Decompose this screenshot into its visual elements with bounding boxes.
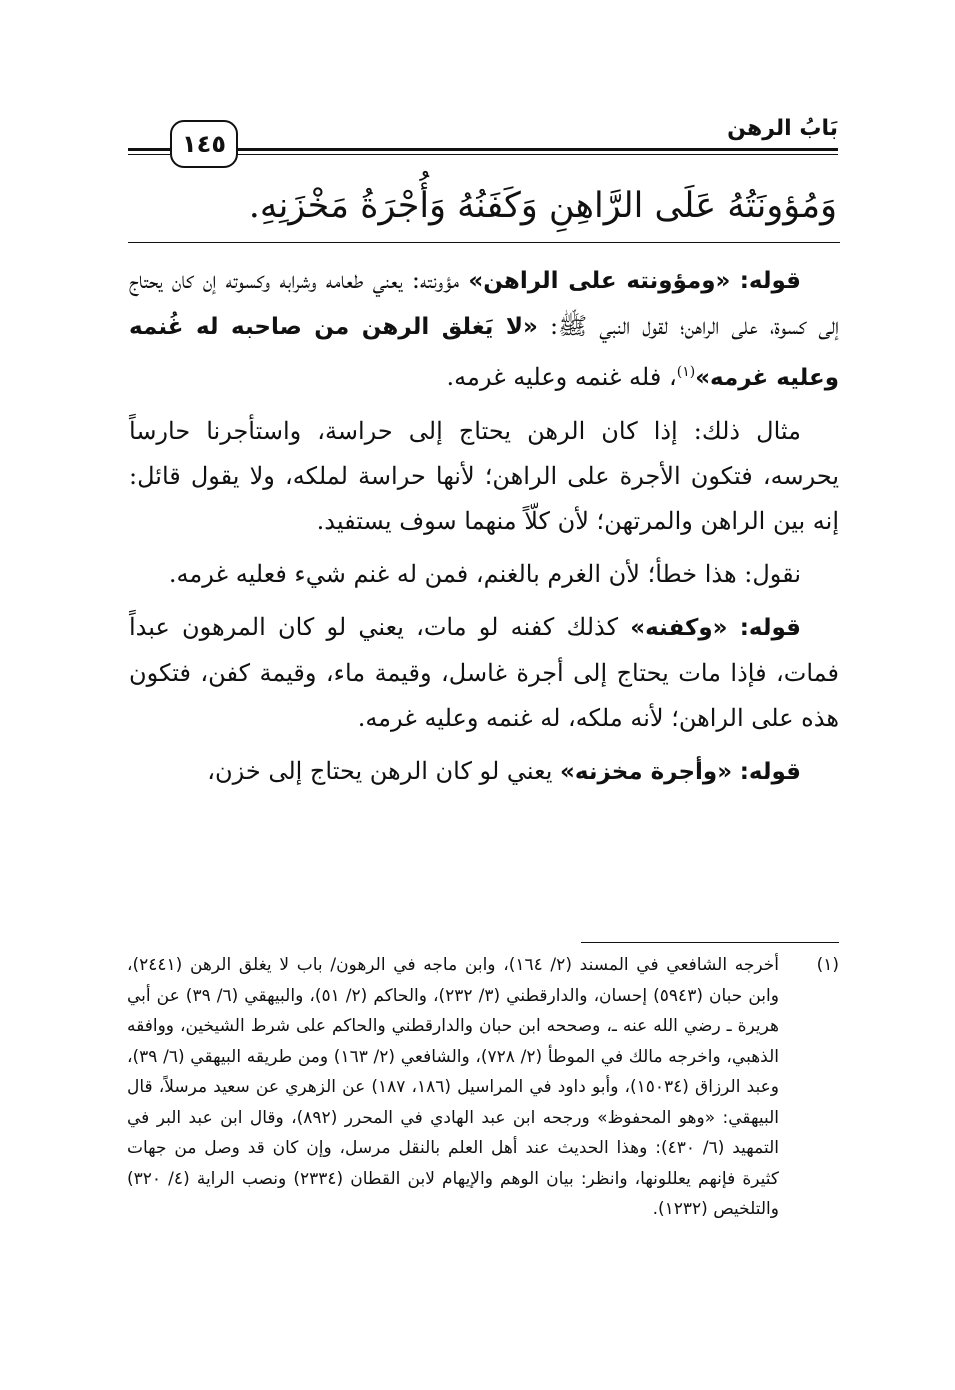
footnotes [127,950,839,1225]
header-rule-left [128,148,170,151]
paragraph-text: يعني لو كان الرهن يحتاج إلى خزن، [207,757,561,785]
paragraph [129,258,839,401]
page-number: ١٤٥ [170,120,238,168]
footnote-text: أخرجه الشافعي في المسند (٢/ ١٦٤)، وابن ماجه في الرهون/ باب لا يغلق الرهن (٢٤٤١)، وابن حبان (٥٩٤٣) إحسان، والدارقطني (٣/ ٢٣٢)، والحاكم (٢/ ٥١)، والبيهقي (٦/ ٣٩) عن أبي هريرة ـ رضي الله عنه ـ، وصححه ابن حبان والدارقطني والحاكم على شرط الشيخين، ووافقه الذهبي، واخرجه مالك في الموطأ (٢/ ٧٢٨)، والشافعي (٢/ ١٦٣) ومن طريقه البيهقي (٦/ ٣٩)، وعبد الرزاق (١٥٠٣٤)، وأبو داود في المراسيل (١٨٦، ١٨٧) عن الزهري عن سعيد مرسلاً، قال البيهقي: «وهو المحفوظ» ورجحه ابن عبد الهادي في المحرر (٨٩٢)، وقال ابن عبد البر في التمهيد (٦/ ٤٣٠): وهذا الحديث عند أهل العلم بالنقل مرسل، وإن كان قد وصل من جهات كثيرة فإنهم يعللونها، وانظر: بيان الوهم والإيهام لابن القطان (٢٣٣٤) ونصب الراية (٤/ ٣٢٠) والتلخيص (١٢٣٢). [127,955,780,1219]
quoted-phrase: «وأجرة مخزنه» [560,759,733,785]
paragraph-text: ، فله غنمه وعليه غرمه. [446,363,677,391]
paragraph: نقول: هذا خطأ؛ لأن الغرم بالغنم، فمن له غنم شيء فعليه غرمه. [168,560,801,588]
paragraph-text: كذلك كفنه لو مات، يعني لو كان المرهون عبداً فمات، فإذا مات يحتاج إلى أجرة غاسل، وقيمة ماء، وقيمة كفن، فتكون هذه على الراهن؛ لأنه ملكه، له غنمه وعليه غرمه. [129,613,839,732]
page-header [128,112,838,168]
footnote-number: (١) [816,955,839,975]
matn-divider [128,242,840,243]
paragraph [129,749,839,795]
chapter-title: بَابُ الرهن [727,116,838,141]
quoted-phrase: «ومؤونته على الراهن» [468,268,731,294]
header-rule [236,148,838,151]
footnote-divider [581,942,839,943]
paragraph [129,605,839,741]
commentary-body [129,258,839,803]
matn-text: وَمُؤونَتُهُ عَلَى الرَّاهِنِ وَكَفَنُهُ وَأُجْرَةُ مَخْزَنِهِ. [248,186,837,226]
paragraph: مثال ذلك: إذا كان الرهن يحتاج إلى حراسة، واستأجرنا حارساً يحرسه، فتكون الأجرة على الراهن؛ لأنها حراسة لملكه، ولا يقول قائل: إنه بين الراهن والمرتهن؛ لأن كلّاً منهما سوف يستفيد. [129,417,840,535]
footnote-ref[interactable]: (١) [676,364,696,380]
paragraph-text: مؤونته: يعني طعامه وشرابه وكسوته إن كان يحتاج إلى كسوة، على الراهن؛ لقول النبي ﷺ: [129,266,839,340]
footnote [127,950,839,1225]
lead-word: قوله: [739,759,801,785]
lead-word: قوله: [739,268,801,294]
quoted-phrase: «وكفنه» [630,615,728,641]
lead-word: قوله: [739,615,801,641]
hadith-text: «لا يَغلق الرهن من صاحبه له غُنمه وعليه غرمه» [129,314,839,391]
